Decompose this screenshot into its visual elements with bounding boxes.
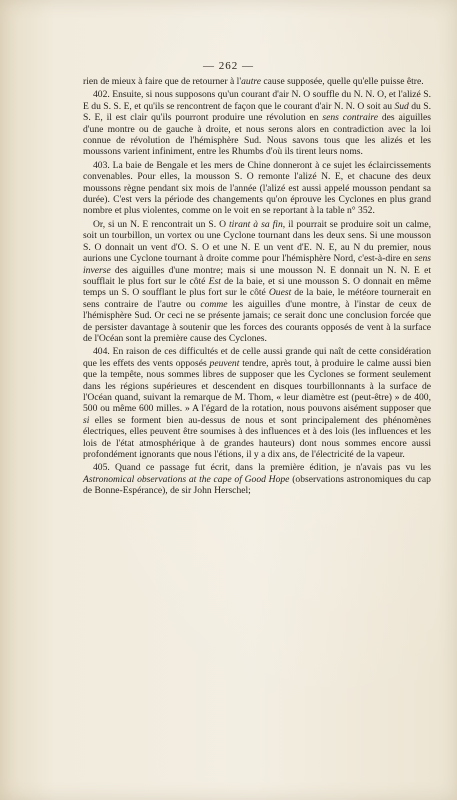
- italic-run: sens inverse: [83, 253, 431, 276]
- text-run: 402. Ensuite, si nous supposons qu'un courant d'air N. O souffle du N. N. O, et l'alizé S. E du S. S. E, et qu'ils se rencontrent de façon que le courant d'air N. N. O soit au: [83, 89, 431, 112]
- paragraph: [83, 76, 431, 87]
- italic-run: Astronomical observations at the cape of Good Hope: [83, 473, 290, 485]
- text-run: , il pourrait se produire soit un calme, soit un tourbillon, un vortex ou une Cyclone tournant dans les deux sens. Si une mousson S. O donnait un vent d'O. S. O et une N. E un vent d'E. N. E, au N du premier, nous aurions une Cyclone tournant à droite comme pour l'hémisphère Nord, c'est-à-dire en: [83, 218, 431, 265]
- paragraph: [83, 219, 431, 344]
- italic-run: tirant à sa fin: [229, 218, 283, 230]
- paragraph: [83, 89, 431, 157]
- italic-run: Sud: [394, 100, 409, 112]
- page-number: — 262 —: [203, 60, 254, 72]
- text-run: les aiguilles d'une montre, à l'instar de ceux de l'hémisphère Sud. Or ceci ne se présente jamais; ce serait donc une conclusion forcée que de persister davantage à soutenir que les forces des courants opposés de vent à la surface de l'Océan sont la première cause des Cyclones.: [83, 298, 431, 344]
- italic-run: si: [83, 414, 90, 426]
- paragraph: [83, 346, 431, 460]
- text-run: 404. En raison de ces difficultés et de celle aussi grande qui naît de cette considération que les effets des vents opposés: [83, 346, 431, 369]
- italic-run: autre: [241, 76, 261, 87]
- text-run: des aiguilles d'une montre; mais si une mousson N. E donnait un N. N. E et soufflait le plus fort sur le côté: [83, 264, 431, 287]
- text-run: rien de mieux à faire que de retourner à l': [83, 76, 242, 87]
- text-run: 403. La baie de Bengale et les mers de Chine donneront à ce sujet les éclaircissements convenables. Pour elles, la mousson S. O remonte l'alizé N. E, et chacune des deux moussons règne pendant six mois de l'année (l'alizé est aussi appelé mousson pendant sa durée). C'est vers la période des changements qu'on éprouve les Cyclones en plus grand nombre et plus violentes, comme on le voit en se reportant à la table n° 352.: [83, 159, 431, 217]
- text-run: (observations astronomiques du cap de Bonne-Espérance), de sir John Herschel;: [83, 473, 431, 497]
- text-run: de la baie, le météore tournerait en sens contraire de l'autre ou: [83, 287, 431, 310]
- italic-run: Est: [208, 275, 221, 287]
- text-run: de la baie, et si une mousson S. O donnait en même temps un S. O soufflant le plus fort sur le côté: [83, 275, 431, 299]
- italic-run: sens contraire: [322, 112, 379, 124]
- text-run: du S. S. E, il est clair qu'ils pourront produire une révolution en: [83, 100, 431, 124]
- paragraph: [83, 462, 431, 496]
- text-run: des aiguilles d'une montre ou de gauche à droite, et nous serons alors en contradiction avec la loi connue de révolution de l'hémisphère Sud. Nous savons tous que les alizés et les moussons varient infiniment, entre les Rhumbs d'où ils tirent leurs noms.: [83, 112, 431, 158]
- paragraph: [83, 160, 431, 217]
- text-run: elles se forment bien au-dessus de nous et sont principalement des phénomènes électriques, elles peuvent être soumises à des influences et à des lois (les influences et les lois de l'état atmosphérique à de grandes hauteurs) dont nous sommes encore aussi profondément ignorants que nous l'étions, il y a dix ans, de l'électricité de la vapeur.: [83, 414, 431, 460]
- italic-run: peuvent: [209, 357, 240, 369]
- italic-run: comme: [200, 298, 228, 310]
- italic-run: Ouest: [268, 287, 292, 299]
- body-text: [83, 76, 431, 499]
- text-run: 405. Quand ce passage fut écrit, dans la première édition, je n'avais pas vu les: [93, 462, 431, 474]
- text-run: tendre, après tout, à produire le calme aussi bien que la tempête, nous sommes libres de supposer que les Cyclones se forment seulement dans les régions supérieures et descendent en disques tourbillonnants à la surface de l'Océan quand, suivant la remarque de M. Thom, « leur diamètre est (peut-être) » de 400, 500 ou même 600 milles. » A l'égard de la rotation, nous pouvons aisément supposer que: [83, 357, 431, 415]
- text-run: Or, si un N. E rencontrait un S. O: [93, 218, 229, 230]
- text-run: cause supposée, quelle qu'elle puisse être.: [261, 76, 424, 87]
